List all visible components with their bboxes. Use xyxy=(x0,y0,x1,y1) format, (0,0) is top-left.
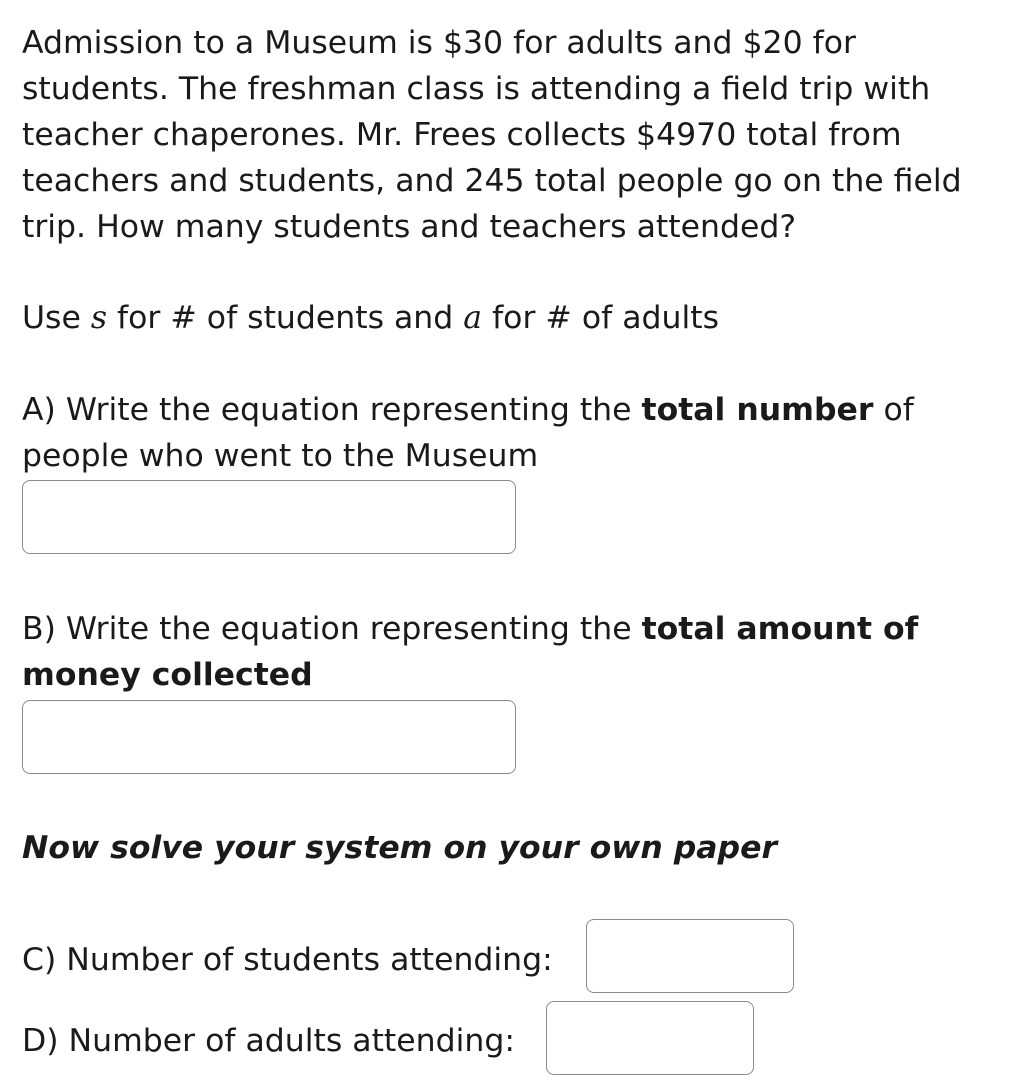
question-b-emphasis: total amount of money collected xyxy=(22,611,919,693)
question-a-prompt xyxy=(22,387,982,479)
student-variable: s xyxy=(90,300,108,336)
question-a-prefix: A) Write the equation representing the xyxy=(22,392,642,428)
question-a-suffix: of people who went to the Museum xyxy=(22,392,914,474)
question-b-prompt xyxy=(22,606,982,698)
adult-variable: a xyxy=(463,300,483,336)
answer-d-input[interactable] xyxy=(546,1001,754,1075)
problem-statement: Admission to a Museum is $30 for adults and $20 for students. The freshman class is attending a field trip with teacher chaperones. Mr. Frees collects $4970 total from teachers and students, and 245 total people go on the field trip. How many students and teachers attended? xyxy=(22,25,962,245)
answer-a-input[interactable] xyxy=(22,480,516,554)
variables-prefix: Use xyxy=(22,300,91,336)
question-b-prefix: B) Write the equation representing the xyxy=(22,611,642,647)
question-c-label: C) Number of students attending: xyxy=(22,942,553,978)
question-d-label: D) Number of adults attending: xyxy=(22,1023,515,1059)
answer-c-input[interactable] xyxy=(586,919,794,993)
variables-middle: for # of students and xyxy=(107,300,464,336)
question-a-emphasis: total number xyxy=(641,392,874,428)
variables-suffix: for # of adults xyxy=(482,300,719,336)
solve-instruction: Now solve your system on your own paper xyxy=(22,830,777,866)
answer-b-input[interactable] xyxy=(22,700,516,774)
variable-definitions xyxy=(22,295,1007,341)
